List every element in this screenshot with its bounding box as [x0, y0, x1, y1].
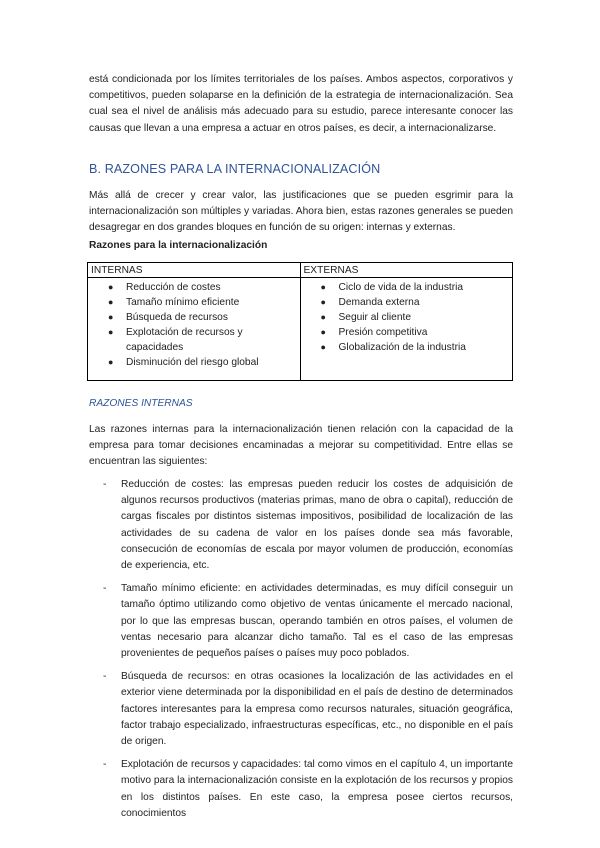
list-item-text: Reducción de costes [126, 282, 221, 293]
list-item-text: Globalización de la industria [338, 342, 466, 353]
list-item-text: Presión competitiva [338, 327, 428, 338]
header-internas: INTERNAS [88, 263, 301, 278]
list-item-text: Tamaño mínimo eficiente [126, 297, 240, 308]
bullet-icon: ● [320, 327, 326, 337]
bullet-icon: ● [108, 282, 114, 292]
list-item [91, 310, 300, 325]
list-item [304, 280, 513, 295]
bullet-icon: ● [108, 312, 114, 322]
list-item-text: Búsqueda de recursos [126, 312, 228, 323]
intro-paragraph: está condicionada por los límites territoriales de los países. Ambos aspectos, corporativos y competitivos, pueden solaparse en la definición de la estrategia de internacionalización. Sea cual sea el nivel de análisis más adecuado para su estudio, parece interesante conocer las causas que llevan a una empresa a actuar en otros países, es decir, a internacionalizarse. [89, 74, 513, 134]
list-item [304, 325, 513, 340]
externas-list [304, 280, 513, 355]
table-header-row [88, 263, 513, 278]
bullet-icon: ● [320, 282, 326, 292]
dash-icon: - [103, 671, 107, 683]
internas-cell [88, 278, 301, 381]
dash-icon: - [103, 759, 107, 771]
list-item-text: Seguir al cliente [338, 312, 411, 323]
list-item [89, 477, 513, 574]
bullet-icon: ● [320, 297, 326, 307]
list-item [91, 355, 300, 370]
list-item [89, 757, 513, 822]
internal-reasons-list [89, 477, 513, 822]
dash-icon: - [103, 479, 107, 490]
list-item-text: Tamaño mínimo eficiente: en actividades determinadas, es muy difícil conseguir un tamaño óptimo utilizando como objetivo de ventas únicamente el mercado nacional, por lo que las empresas buscan, operando también en otros países, el volumen de ventas necesario para alcanzar dicho tamaño. Tal es el caso de las empresas provenientes de pequeños países o países muy poco poblados. [121, 583, 513, 660]
list-item [91, 325, 300, 355]
bullet-icon: ● [108, 357, 114, 367]
list-item [91, 295, 300, 310]
list-item-text: Demanda externa [338, 297, 420, 308]
bullet-icon: ● [320, 342, 326, 352]
list-item-text: Búsqueda de recursos: en otras ocasiones la localización de las actividades en el exterior viene determinada por la disponibilidad en el país de destino de determinados factores interesantes para la empresa como recursos naturales, situación geográfica, factor trabajo especializado, infraestructuras específicas, etc., no disponible en el país de origen. [121, 671, 513, 748]
list-item-text: Ciclo de vida de la industria [338, 282, 464, 293]
section-heading: B. RAZONES PARA LA INTERNACIONALIZACIÓN [89, 162, 381, 176]
list-item [304, 310, 513, 325]
list-item [89, 669, 513, 750]
dash-icon: - [103, 583, 107, 595]
bullet-icon: ● [108, 327, 114, 337]
header-externas: EXTERNAS [300, 263, 513, 278]
subheading-razones-internas: RAZONES INTERNAS [89, 398, 193, 409]
list-item-text: Disminución del riesgo global [126, 357, 259, 368]
list-item-text: Reducción de costes: las empresas pueden reducir los costes de adquisición de algunos recursos productivos (materias primas, mano de obra o capital), reducción de cargas fiscales por distintos sistemas impositivos, posibilidad de localización de las actividades de su cadena de valor en los países donde sea más favorable, consecución de economías de escala por mayor volumen de producción, economías de experiencia, etc. [121, 479, 513, 572]
reasons-table [87, 262, 513, 381]
bullet-icon: ● [320, 312, 326, 322]
internas-list [91, 280, 300, 370]
list-item-text: Explotación de recursos y capacidades: tal como vimos en el capítulo 4, un importante motivo para la internacionalización consiste en la explotación de los recursos y propios en los distintos países. En este caso, la empresa posee ciertos recursos, conocimientos [121, 759, 513, 819]
externas-cell [300, 278, 513, 381]
table-title: Razones para la internacionalización [89, 240, 268, 251]
table-body-row [88, 278, 513, 381]
list-item-text: Explotación de recursos y capacidades [126, 327, 243, 353]
internal-paragraph: Las razones internas para la internacionalización tienen relación con la capacidad de la empresa para tomar decisiones encaminadas a mejorar su competitividad. Entre ellas se encuentran las siguientes: [89, 424, 513, 468]
list-item [91, 280, 300, 295]
list-item [304, 340, 513, 355]
list-item [304, 295, 513, 310]
list-item [89, 581, 513, 662]
section-paragraph: Más allá de crecer y crear valor, las justificaciones que se pueden esgrimir para la internacionalización son múltiples y variadas. Ahora bien, estas razones generales se pueden desagregar en dos grandes bloques en función de su origen: internas y externas. [89, 190, 513, 234]
bullet-icon: ● [108, 297, 114, 307]
